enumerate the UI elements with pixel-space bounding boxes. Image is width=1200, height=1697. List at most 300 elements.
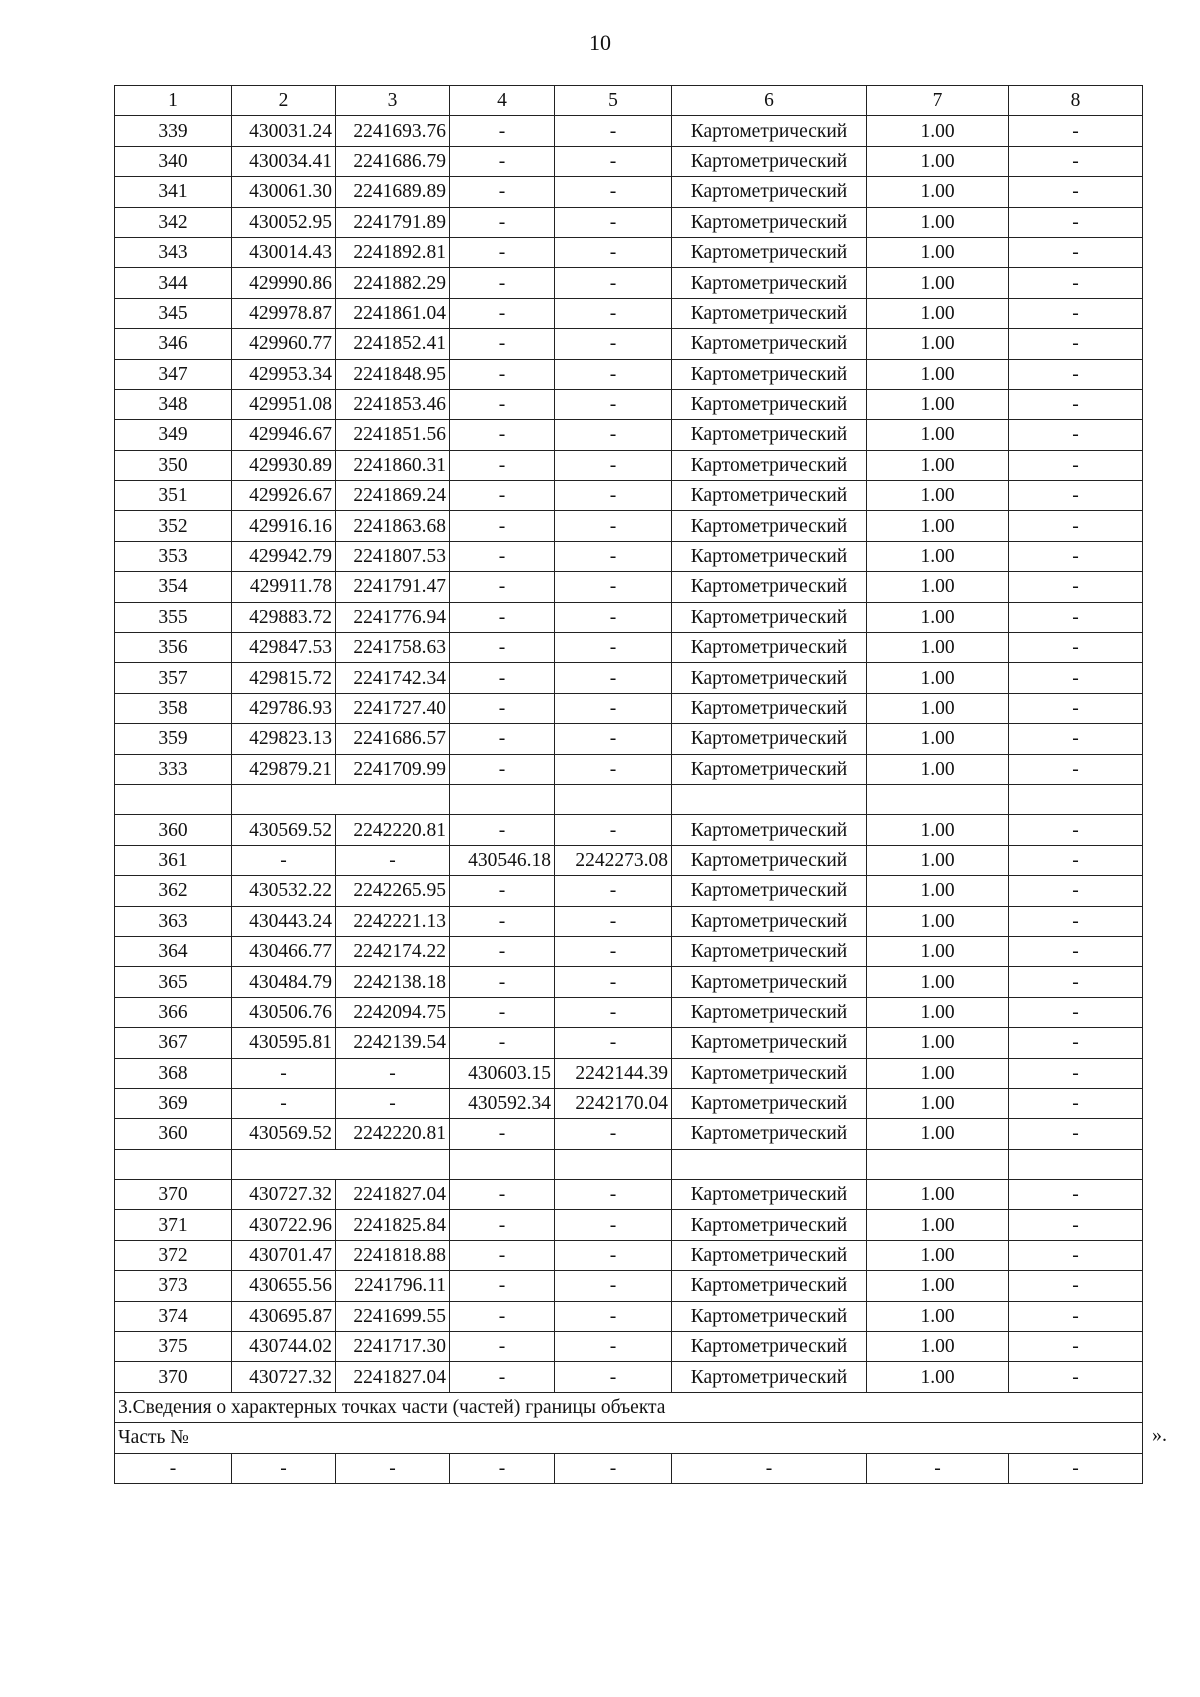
cell-y-coordinate-alt: - xyxy=(555,1240,672,1270)
table-row xyxy=(115,936,1143,966)
table-row xyxy=(115,633,1143,663)
cell-x-coordinate-alt: - xyxy=(450,967,555,997)
cell-x-coordinate: 429823.13 xyxy=(232,724,336,754)
cell-accuracy: 1.00 xyxy=(867,815,1009,845)
cell-accuracy: 1.00 xyxy=(867,541,1009,571)
cell-x-coordinate-alt: - xyxy=(450,1301,555,1331)
table-row xyxy=(115,1362,1143,1392)
cell-method: Картометрический xyxy=(672,936,867,966)
cell-x-coordinate: 429926.67 xyxy=(232,481,336,511)
table-row xyxy=(115,177,1143,207)
cell-point-number: 371 xyxy=(115,1210,232,1240)
table-row xyxy=(115,207,1143,237)
cell-point-number: 348 xyxy=(115,389,232,419)
cell-description: - xyxy=(1009,1240,1143,1270)
cell-method: Картометрический xyxy=(672,876,867,906)
cell-description: - xyxy=(1009,329,1143,359)
cell-description: - xyxy=(1009,420,1143,450)
blank-cell xyxy=(867,1149,1009,1179)
table-row xyxy=(115,1180,1143,1210)
cell-x-coordinate: 430014.43 xyxy=(232,237,336,267)
cell-y-coordinate: 2241791.89 xyxy=(336,207,450,237)
cell-accuracy: 1.00 xyxy=(867,572,1009,602)
cell-description: - xyxy=(1009,146,1143,176)
cell-accuracy: 1.00 xyxy=(867,1210,1009,1240)
cell-x-coordinate-alt: - xyxy=(450,693,555,723)
cell-y-coordinate: 2242094.75 xyxy=(336,997,450,1027)
cell-y-coordinate-alt: - xyxy=(555,572,672,602)
cell-y-coordinate: 2242220.81 xyxy=(336,815,450,845)
cell-description: - xyxy=(1009,1058,1143,1088)
cell-description: - xyxy=(1009,936,1143,966)
header-cell-x-coordinate: 2 xyxy=(232,86,336,116)
table-row xyxy=(115,1271,1143,1301)
cell-y-coordinate: 2241848.95 xyxy=(336,359,450,389)
cell-x-coordinate: 429883.72 xyxy=(232,602,336,632)
cell-x-coordinate: 430031.24 xyxy=(232,116,336,146)
cell-y-coordinate: 2241827.04 xyxy=(336,1180,450,1210)
table-row xyxy=(115,876,1143,906)
cell-x-coordinate-alt: - xyxy=(450,602,555,632)
cell-description: - xyxy=(1009,116,1143,146)
cell-y-coordinate-alt: - xyxy=(555,1271,672,1301)
cell-point-number: 370 xyxy=(115,1362,232,1392)
cell-method: Картометрический xyxy=(672,207,867,237)
cell-description: - xyxy=(1009,754,1143,784)
cell-x-coordinate-alt: - xyxy=(450,1332,555,1362)
cell-y-coordinate: - xyxy=(336,845,450,875)
cell-y-coordinate: 2241851.56 xyxy=(336,420,450,450)
cell-x-coordinate-alt: - xyxy=(450,389,555,419)
cell-description: - xyxy=(1009,1180,1143,1210)
cell-y-coordinate: 2241699.55 xyxy=(336,1301,450,1331)
cell-accuracy: 1.00 xyxy=(867,1271,1009,1301)
cell-x-coordinate-alt: - xyxy=(450,177,555,207)
cell-y-coordinate: 2241717.30 xyxy=(336,1332,450,1362)
cell-y-coordinate-alt: - xyxy=(555,724,672,754)
cell-x-coordinate-alt: - xyxy=(450,754,555,784)
cell-point-number: 350 xyxy=(115,450,232,480)
blank-row xyxy=(115,1149,1143,1179)
blank-cell xyxy=(555,784,672,814)
cell-method: Картометрический xyxy=(672,1088,867,1118)
cell-point-number: 333 xyxy=(115,754,232,784)
table-header-row xyxy=(115,86,1143,116)
table-row xyxy=(115,997,1143,1027)
cell-x-coordinate-alt: - xyxy=(450,724,555,754)
cell-point-number: 370 xyxy=(115,1180,232,1210)
cell-point-number: 353 xyxy=(115,541,232,571)
section-heading: 3.Сведения о характерных точках части (частей) границы объекта xyxy=(115,1392,1143,1422)
table-row xyxy=(115,815,1143,845)
cell-y-coordinate: - xyxy=(336,1453,450,1483)
cell-y-coordinate-alt: 2242273.08 xyxy=(555,845,672,875)
blank-cell xyxy=(232,1149,450,1179)
cell-method: Картометрический xyxy=(672,420,867,450)
cell-description: - xyxy=(1009,997,1143,1027)
cell-y-coordinate-alt: - xyxy=(555,1301,672,1331)
closing-quote-mark: ». xyxy=(1152,1424,1167,1446)
cell-y-coordinate-alt: - xyxy=(555,359,672,389)
cell-x-coordinate-alt: - xyxy=(450,420,555,450)
blank-cell xyxy=(450,784,555,814)
cell-y-coordinate: 2241882.29 xyxy=(336,268,450,298)
page-number: 10 xyxy=(589,30,611,55)
cell-accuracy: 1.00 xyxy=(867,663,1009,693)
cell-description: - xyxy=(1009,967,1143,997)
cell-description: - xyxy=(1009,481,1143,511)
cell-x-coordinate-alt: - xyxy=(450,329,555,359)
cell-accuracy: 1.00 xyxy=(867,1058,1009,1088)
cell-y-coordinate-alt: - xyxy=(555,633,672,663)
cell-y-coordinate-alt: - xyxy=(555,1362,672,1392)
cell-y-coordinate: 2241892.81 xyxy=(336,237,450,267)
cell-accuracy: 1.00 xyxy=(867,481,1009,511)
cell-accuracy: 1.00 xyxy=(867,1028,1009,1058)
cell-x-coordinate-alt: 430546.18 xyxy=(450,845,555,875)
cell-y-coordinate-alt: - xyxy=(555,754,672,784)
cell-point-number: 344 xyxy=(115,268,232,298)
cell-y-coordinate: 2242139.54 xyxy=(336,1028,450,1058)
cell-x-coordinate: 429942.79 xyxy=(232,541,336,571)
cell-point-number: 375 xyxy=(115,1332,232,1362)
cell-accuracy: 1.00 xyxy=(867,177,1009,207)
header-cell-y-coordinate-alt: 5 xyxy=(555,86,672,116)
cell-y-coordinate: 2241827.04 xyxy=(336,1362,450,1392)
cell-method: Картометрический xyxy=(672,1180,867,1210)
cell-point-number: 341 xyxy=(115,177,232,207)
cell-y-coordinate-alt: - xyxy=(555,1453,672,1483)
cell-y-coordinate: 2241758.63 xyxy=(336,633,450,663)
cell-accuracy: 1.00 xyxy=(867,359,1009,389)
table-row xyxy=(115,389,1143,419)
header-cell-accuracy: 7 xyxy=(867,86,1009,116)
cell-x-coordinate-alt: - xyxy=(450,815,555,845)
cell-method: Картометрический xyxy=(672,906,867,936)
cell-accuracy: 1.00 xyxy=(867,1119,1009,1149)
cell-x-coordinate: 430466.77 xyxy=(232,936,336,966)
cell-point-number: 352 xyxy=(115,511,232,541)
cell-method: - xyxy=(672,1453,867,1483)
table-row xyxy=(115,572,1143,602)
cell-y-coordinate-alt: - xyxy=(555,936,672,966)
blank-cell xyxy=(672,1149,867,1179)
cell-x-coordinate-alt: - xyxy=(450,936,555,966)
table-row xyxy=(115,1240,1143,1270)
cell-description: - xyxy=(1009,207,1143,237)
blank-row xyxy=(115,784,1143,814)
cell-description: - xyxy=(1009,572,1143,602)
cell-y-coordinate-alt: - xyxy=(555,997,672,1027)
cell-point-number: 360 xyxy=(115,1119,232,1149)
cell-y-coordinate: 2241727.40 xyxy=(336,693,450,723)
section-heading: Часть № xyxy=(115,1423,1143,1453)
cell-x-coordinate: 430569.52 xyxy=(232,1119,336,1149)
blank-cell xyxy=(232,784,450,814)
header-cell-method: 6 xyxy=(672,86,867,116)
cell-description: - xyxy=(1009,633,1143,663)
cell-method: Картометрический xyxy=(672,967,867,997)
cell-x-coordinate-alt: - xyxy=(450,511,555,541)
cell-x-coordinate-alt: - xyxy=(450,146,555,176)
cell-point-number: 345 xyxy=(115,298,232,328)
cell-y-coordinate: 2241742.34 xyxy=(336,663,450,693)
cell-y-coordinate: 2241689.89 xyxy=(336,177,450,207)
blank-cell xyxy=(555,1149,672,1179)
cell-point-number: 347 xyxy=(115,359,232,389)
cell-method: Картометрический xyxy=(672,298,867,328)
cell-x-coordinate: 430701.47 xyxy=(232,1240,336,1270)
cell-x-coordinate: 430532.22 xyxy=(232,876,336,906)
cell-x-coordinate: 429911.78 xyxy=(232,572,336,602)
cell-point-number: 363 xyxy=(115,906,232,936)
cell-y-coordinate-alt: - xyxy=(555,146,672,176)
cell-description: - xyxy=(1009,602,1143,632)
cell-x-coordinate: 429953.34 xyxy=(232,359,336,389)
cell-x-coordinate-alt: - xyxy=(450,450,555,480)
cell-description: - xyxy=(1009,693,1143,723)
table-row xyxy=(115,1332,1143,1362)
cell-point-number: 342 xyxy=(115,207,232,237)
cell-description: - xyxy=(1009,268,1143,298)
section-row xyxy=(115,1423,1143,1453)
cell-accuracy: 1.00 xyxy=(867,633,1009,663)
cell-x-coordinate: 430595.81 xyxy=(232,1028,336,1058)
cell-x-coordinate-alt: - xyxy=(450,268,555,298)
cell-accuracy: 1.00 xyxy=(867,906,1009,936)
cell-x-coordinate: 430569.52 xyxy=(232,815,336,845)
cell-y-coordinate: 2242174.22 xyxy=(336,936,450,966)
cell-accuracy: 1.00 xyxy=(867,1180,1009,1210)
cell-description: - xyxy=(1009,298,1143,328)
cell-x-coordinate-alt: - xyxy=(450,1119,555,1149)
table-row xyxy=(115,724,1143,754)
cell-description: - xyxy=(1009,389,1143,419)
cell-description: - xyxy=(1009,1332,1143,1362)
cell-x-coordinate: 429930.89 xyxy=(232,450,336,480)
cell-accuracy: 1.00 xyxy=(867,1362,1009,1392)
cell-description: - xyxy=(1009,1210,1143,1240)
cell-accuracy: 1.00 xyxy=(867,511,1009,541)
cell-method: Картометрический xyxy=(672,1271,867,1301)
cell-x-coordinate: 430727.32 xyxy=(232,1362,336,1392)
table-row xyxy=(115,237,1143,267)
cell-y-coordinate-alt: - xyxy=(555,298,672,328)
cell-x-coordinate: 429990.86 xyxy=(232,268,336,298)
cell-x-coordinate-alt: - xyxy=(450,298,555,328)
cell-x-coordinate: 430722.96 xyxy=(232,1210,336,1240)
cell-point-number: 346 xyxy=(115,329,232,359)
cell-x-coordinate: 429815.72 xyxy=(232,663,336,693)
cell-y-coordinate: 2241709.99 xyxy=(336,754,450,784)
cell-method: Картометрический xyxy=(672,268,867,298)
coordinates-table xyxy=(114,85,1143,1484)
cell-method: Картометрический xyxy=(672,845,867,875)
table-row xyxy=(115,359,1143,389)
cell-method: Картометрический xyxy=(672,1028,867,1058)
cell-point-number: 369 xyxy=(115,1088,232,1118)
cell-x-coordinate-alt: 430592.34 xyxy=(450,1088,555,1118)
cell-y-coordinate-alt: - xyxy=(555,511,672,541)
blank-cell xyxy=(115,1149,232,1179)
cell-description: - xyxy=(1009,450,1143,480)
cell-accuracy: 1.00 xyxy=(867,602,1009,632)
cell-x-coordinate: 430484.79 xyxy=(232,967,336,997)
cell-x-coordinate-alt: - xyxy=(450,541,555,571)
cell-method: Картометрический xyxy=(672,754,867,784)
cell-method: Картометрический xyxy=(672,572,867,602)
cell-description: - xyxy=(1009,1088,1143,1118)
cell-y-coordinate: 2241796.11 xyxy=(336,1271,450,1301)
cell-y-coordinate: - xyxy=(336,1088,450,1118)
cell-y-coordinate: 2241853.46 xyxy=(336,389,450,419)
cell-point-number: 362 xyxy=(115,876,232,906)
table-row xyxy=(115,116,1143,146)
cell-method: Картометрический xyxy=(672,1058,867,1088)
table-row xyxy=(115,1058,1143,1088)
cell-accuracy: 1.00 xyxy=(867,1301,1009,1331)
cell-point-number: 358 xyxy=(115,693,232,723)
cell-y-coordinate: 2242138.18 xyxy=(336,967,450,997)
table-row xyxy=(115,1453,1143,1483)
cell-x-coordinate: - xyxy=(232,1088,336,1118)
cell-method: Картометрический xyxy=(672,359,867,389)
cell-y-coordinate: 2242221.13 xyxy=(336,906,450,936)
cell-method: Картометрический xyxy=(672,815,867,845)
table-row xyxy=(115,298,1143,328)
cell-accuracy: 1.00 xyxy=(867,268,1009,298)
cell-x-coordinate-alt: - xyxy=(450,1362,555,1392)
cell-description: - xyxy=(1009,1028,1143,1058)
table-row xyxy=(115,1119,1143,1149)
cell-method: Картометрический xyxy=(672,116,867,146)
cell-point-number: 364 xyxy=(115,936,232,966)
cell-method: Картометрический xyxy=(672,511,867,541)
cell-method: Картометрический xyxy=(672,481,867,511)
table-row xyxy=(115,481,1143,511)
table-row xyxy=(115,1210,1143,1240)
table-row xyxy=(115,1301,1143,1331)
cell-x-coordinate: 430506.76 xyxy=(232,997,336,1027)
table-row xyxy=(115,1028,1143,1058)
cell-accuracy: 1.00 xyxy=(867,329,1009,359)
cell-accuracy: 1.00 xyxy=(867,845,1009,875)
table-row xyxy=(115,1088,1143,1118)
cell-description: - xyxy=(1009,876,1143,906)
cell-method: Картометрический xyxy=(672,1210,867,1240)
cell-method: Картометрический xyxy=(672,1332,867,1362)
table-row xyxy=(115,845,1143,875)
cell-method: Картометрический xyxy=(672,1119,867,1149)
table-row xyxy=(115,268,1143,298)
cell-x-coordinate: - xyxy=(232,845,336,875)
cell-y-coordinate-alt: - xyxy=(555,177,672,207)
cell-description: - xyxy=(1009,1301,1143,1331)
header-cell-x-coordinate-alt: 4 xyxy=(450,86,555,116)
cell-y-coordinate: 2241791.47 xyxy=(336,572,450,602)
cell-description: - xyxy=(1009,177,1143,207)
cell-x-coordinate-alt: - xyxy=(450,481,555,511)
cell-y-coordinate-alt: - xyxy=(555,329,672,359)
cell-y-coordinate: 2242265.95 xyxy=(336,876,450,906)
cell-x-coordinate-alt: 430603.15 xyxy=(450,1058,555,1088)
cell-x-coordinate: 429879.21 xyxy=(232,754,336,784)
cell-method: Картометрический xyxy=(672,329,867,359)
header-cell-description: 8 xyxy=(1009,86,1143,116)
cell-accuracy: 1.00 xyxy=(867,1332,1009,1362)
cell-accuracy: 1.00 xyxy=(867,967,1009,997)
cell-y-coordinate-alt: - xyxy=(555,1332,672,1362)
cell-y-coordinate-alt: - xyxy=(555,876,672,906)
header-cell-y-coordinate: 3 xyxy=(336,86,450,116)
cell-point-number: 361 xyxy=(115,845,232,875)
cell-x-coordinate: 430052.95 xyxy=(232,207,336,237)
cell-y-coordinate-alt: - xyxy=(555,207,672,237)
cell-accuracy: 1.00 xyxy=(867,1240,1009,1270)
cell-description: - xyxy=(1009,237,1143,267)
cell-x-coordinate: 430655.56 xyxy=(232,1271,336,1301)
cell-description: - xyxy=(1009,724,1143,754)
cell-y-coordinate-alt: - xyxy=(555,1180,672,1210)
cell-method: Картометрический xyxy=(672,663,867,693)
table-row xyxy=(115,541,1143,571)
blank-cell xyxy=(867,784,1009,814)
cell-point-number: 356 xyxy=(115,633,232,663)
cell-point-number: 367 xyxy=(115,1028,232,1058)
cell-x-coordinate-alt: - xyxy=(450,572,555,602)
cell-point-number: 372 xyxy=(115,1240,232,1270)
cell-x-coordinate: 429916.16 xyxy=(232,511,336,541)
cell-method: Картометрический xyxy=(672,997,867,1027)
cell-x-coordinate-alt: - xyxy=(450,906,555,936)
cell-point-number: 374 xyxy=(115,1301,232,1331)
cell-accuracy: 1.00 xyxy=(867,997,1009,1027)
cell-accuracy: - xyxy=(867,1453,1009,1483)
cell-accuracy: 1.00 xyxy=(867,754,1009,784)
cell-point-number: 354 xyxy=(115,572,232,602)
cell-accuracy: 1.00 xyxy=(867,724,1009,754)
cell-description: - xyxy=(1009,541,1143,571)
table-row xyxy=(115,602,1143,632)
cell-y-coordinate-alt: - xyxy=(555,1028,672,1058)
header-cell-point-number: 1 xyxy=(115,86,232,116)
cell-description: - xyxy=(1009,359,1143,389)
cell-x-coordinate: 429960.77 xyxy=(232,329,336,359)
cell-x-coordinate: 429847.53 xyxy=(232,633,336,663)
cell-accuracy: 1.00 xyxy=(867,1088,1009,1118)
cell-y-coordinate-alt: - xyxy=(555,663,672,693)
cell-point-number: 349 xyxy=(115,420,232,450)
cell-description: - xyxy=(1009,1362,1143,1392)
cell-description: - xyxy=(1009,1271,1143,1301)
cell-y-coordinate: 2241693.76 xyxy=(336,116,450,146)
cell-point-number: 340 xyxy=(115,146,232,176)
blank-cell xyxy=(672,784,867,814)
cell-method: Картометрический xyxy=(672,724,867,754)
cell-y-coordinate: 2242220.81 xyxy=(336,1119,450,1149)
table-row xyxy=(115,511,1143,541)
cell-x-coordinate-alt: - xyxy=(450,1271,555,1301)
table-row xyxy=(115,329,1143,359)
cell-y-coordinate: 2241818.88 xyxy=(336,1240,450,1270)
cell-x-coordinate: 429946.67 xyxy=(232,420,336,450)
cell-description: - xyxy=(1009,1453,1143,1483)
cell-y-coordinate-alt: - xyxy=(555,1119,672,1149)
cell-accuracy: 1.00 xyxy=(867,876,1009,906)
cell-x-coordinate-alt: - xyxy=(450,663,555,693)
cell-point-number: 359 xyxy=(115,724,232,754)
cell-point-number: 343 xyxy=(115,237,232,267)
